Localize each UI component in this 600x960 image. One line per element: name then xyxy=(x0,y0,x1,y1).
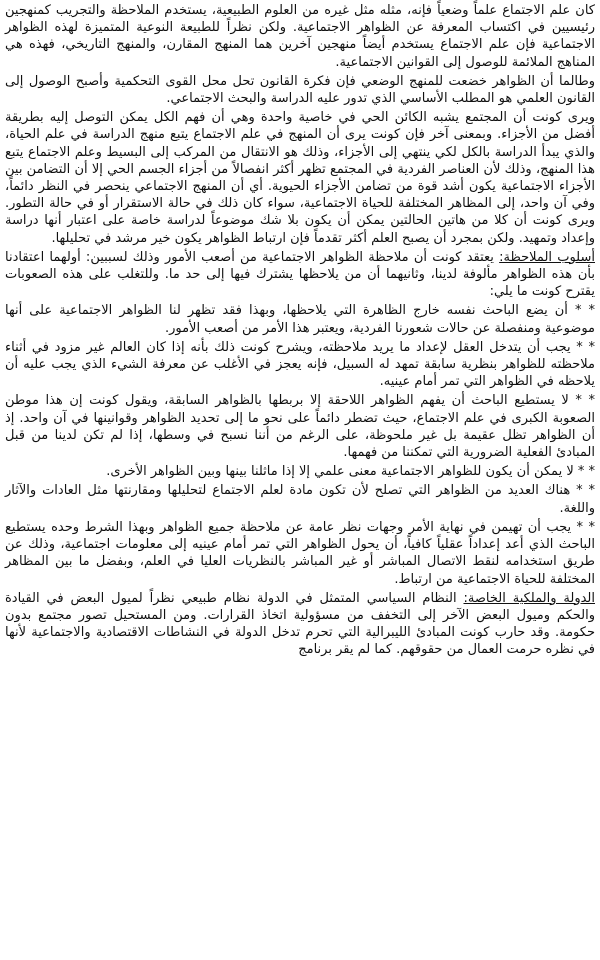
bullet-item: * * لا يمكن أن يكون للظواهر الاجتماعية معنى علمي إلا إذا ماثلنا بينها وبين الظواهر الأخرى. xyxy=(106,464,595,480)
paragraph-scientific-law: وطالما أن الظواهر خضعت للمنهج الوضعي فإن فكرة القانون تحل محل القوى التحكمية وأصبح الوصول إلى القانون العلمي هو المطلب الأساسي الذي تدور عليه الدراسة والبحث الاجتماعي. xyxy=(5,73,595,107)
paragraph-state-property xyxy=(5,590,595,659)
observation-text: يعتقد كونت أن ملاحظة الظواهر الاجتماعية من أصعب الأمور وذلك لسببين: أولهما اعتقادنا بأن هذه الظواهر مألوفة لدينا، وثانيهما أن من يلاحظها يشترك فيها إلى حد ما. وللتغلب على هذه الصعوبات يقترح كونت ما يلي: xyxy=(5,249,595,300)
paragraph-observation xyxy=(5,249,595,301)
bullet-item: * * يجب أن تهيمن في نهاية الأمر وجهات نظر عامة عن ملاحظة جميع الظواهر وبهذا الشرط وحده يستطيع الباحث الذي أعد إعداداً عقلياً كافياً، أن يحول الظواهر التي تمر أمام عينيه إلى معلومات اجتماعية، وذلك عن طريق استخدامه لنقط الاتصال المباشر أو غير المباشر بالنظريات العليا في العلم، وبفضل ما بين المظاهر المختلفة للحياة الاجتماعية من ارتباط. xyxy=(5,519,595,587)
paragraph-positivist-method: كان علم الاجتماع علماً وضعياً فإنه، مثله مثل غيره من العلوم الطبيعية، يستخدم الملاحظة والتجريب كمنهجين رئيسيين في اكتساب المعرفة عن الظواهر الاجتماعية. ولكن نظراً للطبيعة النوعية المتميزة لهذه الظواهر الاجتماعية فإن علم الاجتماع يستخدم أيضاً منهجين آخرين هما المنهج المقارن، والمنهج التاريخي، فهذه هي المناهج الملائمة للوصول إلى القوانين الاجتماعية. xyxy=(5,3,595,70)
paragraph-organic-analogy: ويرى كونت أن المجتمع يشبه الكائن الحي في خاصية واحدة وهي أن فهم الكل يمكن التوصل إليه بطريقة أفضل من الأجزاء. وبمعنى آخر فإن كونت يرى أن المنهج في علم الاجتماع يتبع منهج الدراسة في علم الحياة، والذي يبدأ الدراسة بالكل لكي ينتهي إلى الأجزاء، وذلك هو الانتقال من المركب إلى البسيط وعلم الاجتماع يتبع هذا المنهج، وذلك لأن العناصر الفردية في المجتمع تظهر أكثر انفصالاً من أجزاء الجسم الحي إلا أن التضامن بين الأجزاء الاجتماعية يكون أشد قوة من تضامن الأجزاء الحيوية. أي أن المنهج الاجتماعي ينحصر في النظر دائماً، وفي آن واحد، إلى المظاهر المختلفة للحياة الاجتماعية، سواء كان ذلك في حالة الاستقرار أو في حالة التطور. ويرى كونت أن كلا من هاتين الحالتين يمكن أن يكون بلا شك موضوعاً لدراسة خاصة على اعتبار أنها دراسة وإعداد وتمهيد. ولكن بمجرد أن يصبح العلم أكثر تقدماً فإن ارتباط الظواهر يكون خير مرشد في تحليلها. xyxy=(5,110,595,246)
state-text: النظام السياسي المتمثل في الدولة نظام طبيعي نظراً لميول البعض في القيادة والحكم وميول البعض الآخر إلى التخفف من مسؤولية اتخاذ القرارات. ومن المستحيل تصور مجتمع بدون حكومة. وقد حارب كونت المبادئ الليبرالية التي تحرم تدخل الدولة في النشاطات الاقتصادية والاجتماعية لأنها في نظره حرمت العمال من حقوقهم. كما لم يقر برنامج xyxy=(5,590,595,658)
bullet-item: * * أن يضع الباحث نفسه خارج الظاهرة التي يلاحظها، وبهذا فقد تظهر لنا الظواهر الاجتماعية على أنها موضوعية ومنفصلة عن حالات شعورنا الفردية، ويعتبر هذا الأمر من أصعب الأمور. xyxy=(5,303,595,336)
state-heading: الدولة والملكية الخاصة: xyxy=(463,590,595,606)
observation-heading: أسلوب الملاحظة: xyxy=(499,249,595,265)
bullet-item: * * يجب أن يتدخل العقل لإعداد ما يريد ملاحظته، ويشرح كونت ذلك بأنه إذا كان العالم غير مزود في أثناء ملاحظته للظواهر بنظرية سابقة تمهد له السبيل، فإنه يعجز في الأغلب عن معرفة الشيء الذي يجب عليه أن يلاحظه في الظواهر التي تمر أمام عينيه. xyxy=(5,339,595,390)
bullet-item: * * لا يستطيع الباحث أن يفهم الظواهر اللاحقة إلا بربطها بالظواهر السابقة، ويقول كونت إن هذا موطن الصعوبة الكبرى في علم الاجتماع، حيث تضطر دائماً على نحو ما إلى تحديد الظواهر وقوانينها في آن واحد. إذ أن الظواهر تظل عقيمة بل غير ملحوظة، على الرغم من أننا نسبح في وسطها، إذا لم تكن لدينا من قبل المبادئ الفعلية الضرورية التي تمكننا من فهمها. xyxy=(5,393,595,461)
bullet-item: * * هناك العديد من الظواهر التي تصلح لأن تكون مادة لعلم الاجتماع لتحليلها ومقارنتها مثل العادات والآثار واللغة. xyxy=(5,483,595,516)
